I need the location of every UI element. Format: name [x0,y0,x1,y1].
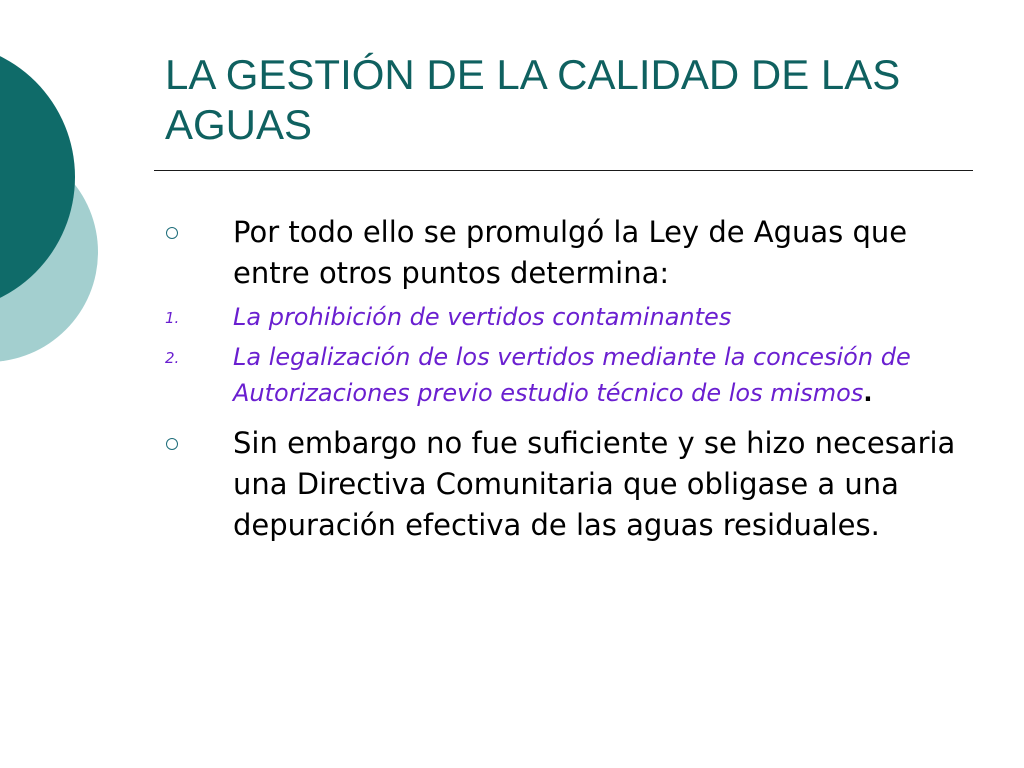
numbered-item-1 [160,299,980,335]
title-divider [154,170,973,171]
bullet-item-ley-de-aguas [160,212,980,294]
hollow-circle-icon [166,438,178,450]
bullet-text: Por todo ello se promulgó la Ley de Aguas que entre otros puntos determina: [233,215,908,290]
list-number: 2. [165,349,180,367]
numbered-item-2 [160,339,980,411]
numbered-text: La prohibición de vertidos contaminantes [233,303,732,331]
list-number: 1. [165,309,180,327]
slide-body [160,212,980,546]
bullet-text: Sin embargo no fue suficiente y se hizo necesaria una Directiva Comunitaria que obligase a una depuración efectiva de las aguas residuales. [233,426,956,542]
numbered-text: La legalización de los vertidos mediante la concesión de Autorizaciones previo estudio técnico de los mismos [233,343,911,407]
slide-title: LA GESTIÓN DE LA CALIDAD DE LAS AGUAS [165,51,901,148]
hollow-circle-icon [166,227,178,239]
decorative-circles [0,0,120,420]
bullet-item-directiva [160,423,980,546]
numbered-text-wrapper [233,339,973,411]
trailing-period: . [863,379,873,407]
